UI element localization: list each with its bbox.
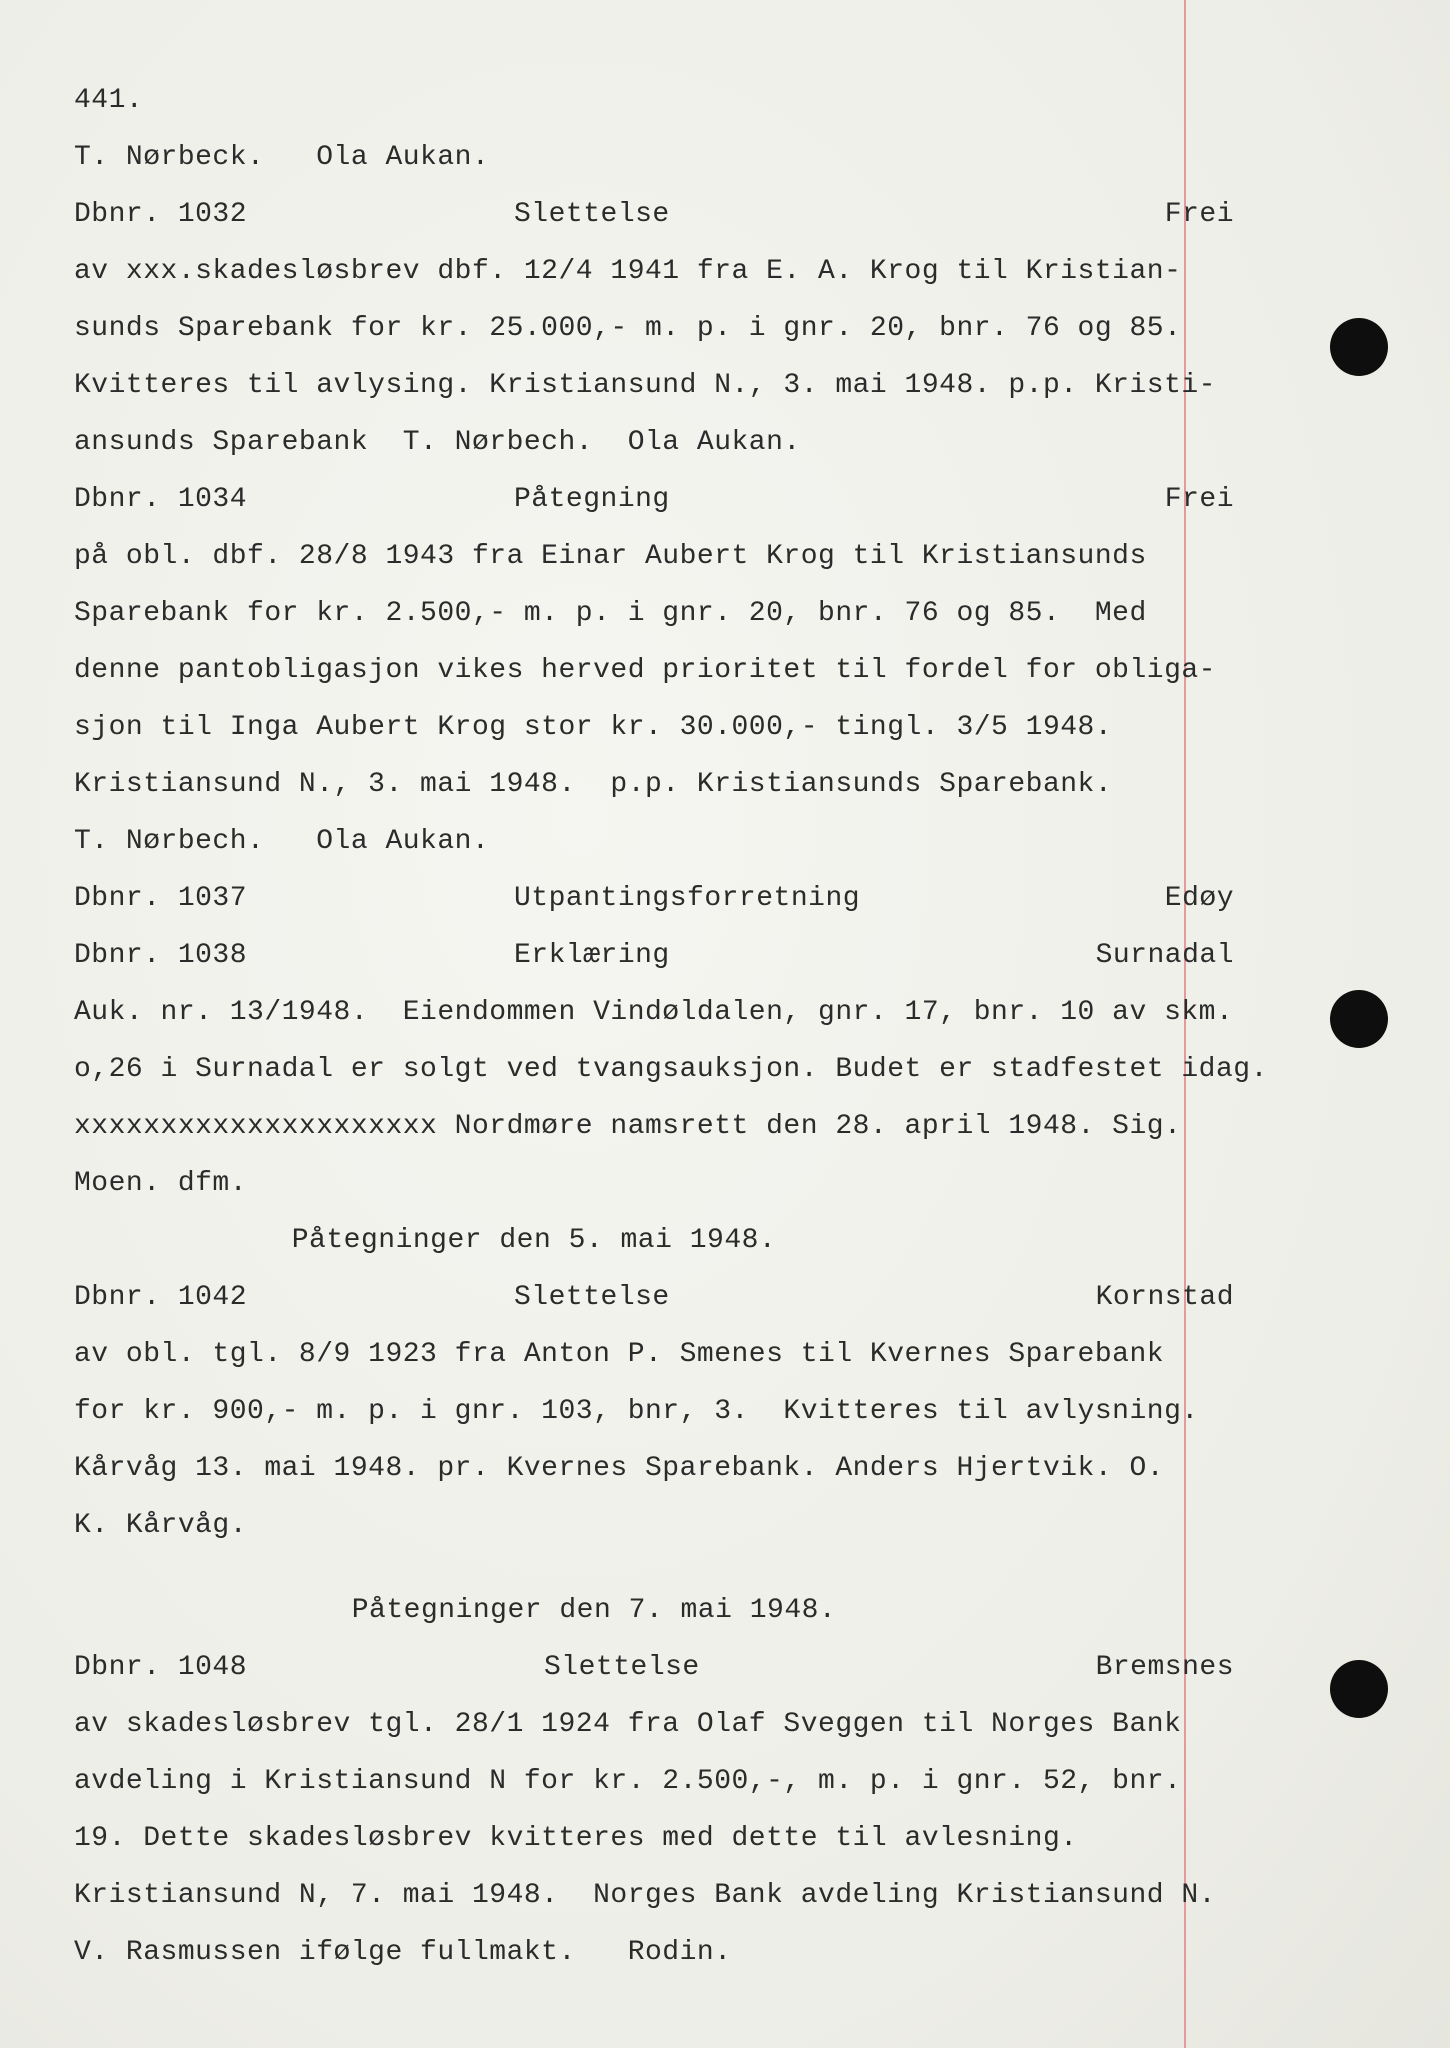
entry-place: Bremsnes [1095,1652,1234,1683]
dbnr: Dbnr. 1038 [74,940,248,971]
entry-type: Utpantingsforretning [514,883,861,914]
dbnr: Dbnr. 1034 [74,484,248,515]
punch-hole-middle [1330,990,1388,1048]
text-line: sjon til Inga Aubert Krog stor kr. 30.000,- tingl. 3/5 1948. [74,712,1113,743]
punch-hole-top [1330,318,1388,376]
text-line: Kvitteres til avlysing. Kristiansund N., 3. mai 1948. p.p. Kristi- [74,370,1216,401]
text-line: av xxx.skadesløsbrev dbf. 12/4 1941 fra E. A. Krog til Kristian- [74,256,1182,287]
entry-place: Kornstad [1095,1282,1234,1313]
document-text [74,72,1268,1981]
text-line: Kristiansund N, 7. mai 1948. Norges Bank avdeling Kristiansund N. [74,1880,1216,1911]
entry-type: Slettelse [544,1652,700,1683]
entry-type: Erklæring [514,940,670,971]
text-line: avdeling i Kristiansund N for kr. 2.500,-, m. p. i gnr. 52, bnr. [74,1766,1182,1797]
entry-type: Slettelse [514,199,670,230]
text-line: V. Rasmussen ifølge fullmakt. Rodin. [74,1937,732,1968]
text-line: Kristiansund N., 3. mai 1948. p.p. Kristiansunds Sparebank. [74,769,1113,800]
text-line: K. Kårvåg. [74,1510,248,1541]
text-line: T. Nørbech. Ola Aukan. [74,826,490,857]
dbnr: Dbnr. 1037 [74,883,248,914]
page-number: 441. [74,85,144,116]
text-line: Sparebank for kr. 2.500,- m. p. i gnr. 20, bnr. 76 og 85. Med [74,598,1147,629]
entry-place: Frei [1164,199,1234,230]
text-line: på obl. dbf. 28/8 1943 fra Einar Aubert Krog til Kristiansunds [74,541,1147,572]
section-heading: Påtegninger den 7. mai 1948. [351,1595,837,1626]
text-line: denne pantobligasjon vikes herved prioritet til fordel for obliga- [74,655,1216,686]
text-line: Moen. dfm. [74,1168,248,1199]
text-line: o,26 i Surnadal er solgt ved tvangsauksjon. Budet er stadfestet idag. [74,1054,1268,1085]
spacer [74,1554,1254,1582]
text-line: sunds Sparebank for kr. 25.000,- m. p. i gnr. 20, bnr. 76 og 85. [74,313,1182,344]
entry-header [74,870,1254,927]
entry-header [74,927,1254,984]
entry-header [74,471,1254,528]
entry-header [74,186,1254,243]
entry-place: Surnadal [1095,940,1234,971]
entry-type: Slettelse [514,1282,670,1313]
dbnr: Dbnr. 1042 [74,1282,248,1313]
text-line: xxxxxxxxxxxxxxxxxxxxx Nordmøre namsrett den 28. april 1948. Sig. [74,1111,1182,1142]
text-line: 19. Dette skadesløsbrev kvitteres med dette til avlesning. [74,1823,1078,1854]
section-heading: Påtegninger den 5. mai 1948. [291,1225,777,1256]
text-line: Kårvåg 13. mai 1948. pr. Kvernes Sparebank. Anders Hjertvik. O. [74,1453,1165,1484]
text-line: av skadesløsbrev tgl. 28/1 1924 fra Olaf Sveggen til Norges Bank [74,1709,1182,1740]
text-line: T. Nørbeck. Ola Aukan. [74,142,490,173]
entry-type: Påtegning [514,484,670,515]
text-line: av obl. tgl. 8/9 1923 fra Anton P. Smenes til Kvernes Sparebank [74,1339,1165,1370]
entry-place: Edøy [1164,883,1234,914]
text-line: for kr. 900,- m. p. i gnr. 103, bnr, 3. Kvitteres til avlysning. [74,1396,1199,1427]
punch-hole-bottom [1330,1660,1388,1718]
text-line: Auk. nr. 13/1948. Eiendommen Vindøldalen, gnr. 17, bnr. 10 av skm. [74,997,1234,1028]
entry-header [74,1269,1254,1326]
entry-place: Frei [1164,484,1234,515]
dbnr: Dbnr. 1048 [74,1652,248,1683]
entry-header [74,1639,1254,1696]
dbnr: Dbnr. 1032 [74,199,248,230]
text-line: ansunds Sparebank T. Nørbech. Ola Aukan. [74,427,801,458]
